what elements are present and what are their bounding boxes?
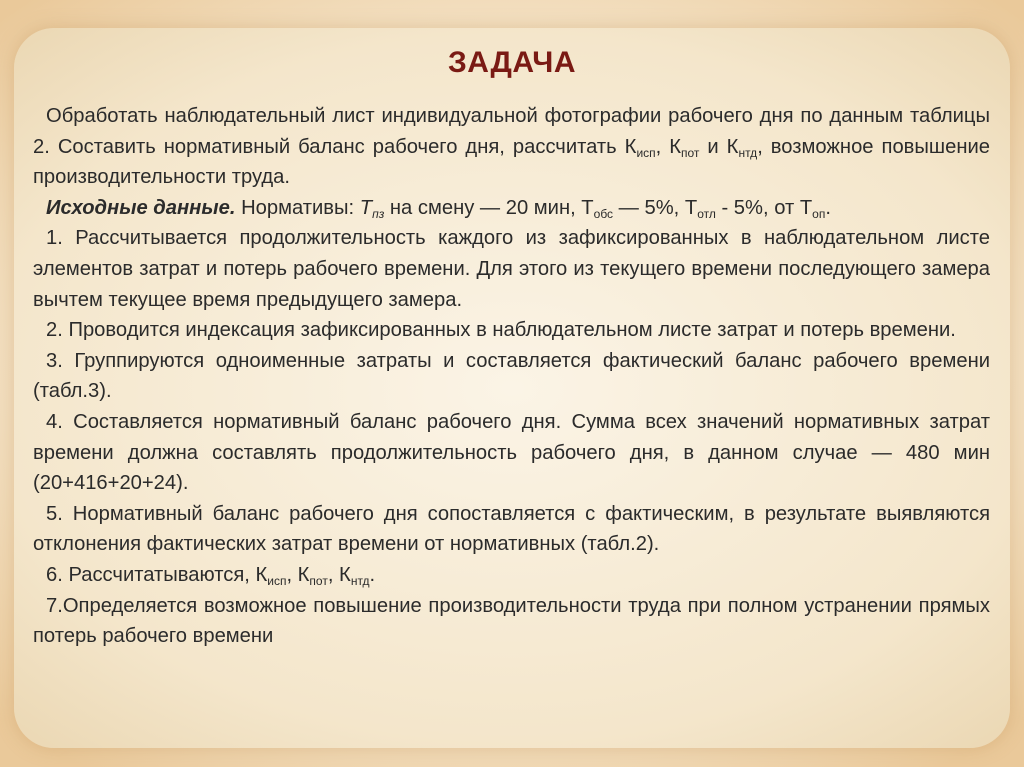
initial-text-5: . <box>825 196 831 219</box>
initial-text-4: - 5%, от Т <box>715 196 813 219</box>
step-5: 5. Нормативный баланс рабочего дня сопоставляется с фактическим, в результате выявляются отклонения фактических затрат времени от нормативных (табл.2). <box>33 502 990 556</box>
step-2: 2. Проводится индексация зафиксированных в наблюдательном листе затрат и потерь времени. <box>46 319 956 342</box>
intro-sub-pot: пот <box>681 145 700 160</box>
initial-text-2: на смену — 20 мин, Т <box>384 196 594 219</box>
step-6-sub-pot: пот <box>309 573 328 588</box>
initial-sub-pz: пз <box>372 206 385 221</box>
step-6-text-4: . <box>369 563 376 586</box>
step-4: 4. Составляется нормативный баланс рабочего дня. Сумма всех значений нормативных затрат времени должна составлять продолжительность рабочего дня, в данном случае — 480 мин (20+416+20+24). <box>33 410 990 495</box>
step-6-sub-ntd: нтд <box>350 573 370 588</box>
initial-data-paragraph <box>33 193 990 224</box>
initial-sub-op: оп <box>812 206 826 221</box>
step-6-sub-isp: исп <box>267 573 287 588</box>
step-1: 1. Рассчитывается продолжительность каждого из зафиксированных в наблюдательном листе элементов затрат и потерь рабочего времени. Для этого из текущего времени последующего замера вычтем текущее время предыдущего замера. <box>33 227 990 311</box>
intro-text-3: и К <box>699 135 739 158</box>
intro-text-4: , возможное повышение производительности труда. <box>33 135 990 189</box>
slide-content <box>33 101 990 652</box>
step-7: 7.Определяется возможное повышение производительности труда при полном устранении прямых потерь рабочего времени <box>33 594 990 648</box>
intro-text-1: Обработать наблюдательный лист индивидуальной фотографии рабочего дня по данным таблицы 2. Составить нормативный баланс рабочего дня, рассчитать К <box>33 105 990 158</box>
intro-text-2: , К <box>655 135 682 158</box>
initial-data-label: Исходные данные. <box>46 196 236 219</box>
initial-text-1: Нормативы: <box>235 196 360 219</box>
step-6-text-1: 6. Рассчитатываются, К <box>46 563 268 586</box>
initial-tpz: Т <box>359 196 373 219</box>
intro-sub-ntd: нтд <box>738 145 758 160</box>
step-6 <box>33 560 990 591</box>
intro-sub-isp: исп <box>636 145 656 160</box>
initial-text-3: — 5%, Т <box>613 196 698 219</box>
step-6-text-2: , К <box>286 563 310 586</box>
step-3: 3. Группируются одноименные затраты и составляется фактический баланс рабочего времени (табл.3). <box>33 349 990 403</box>
initial-sub-otl: отл <box>697 206 716 221</box>
initial-sub-obs: обс <box>593 206 614 221</box>
intro-paragraph <box>33 101 990 193</box>
step-6-text-3: , К <box>327 563 351 586</box>
slide-title: ЗАДАЧА <box>447 46 577 79</box>
